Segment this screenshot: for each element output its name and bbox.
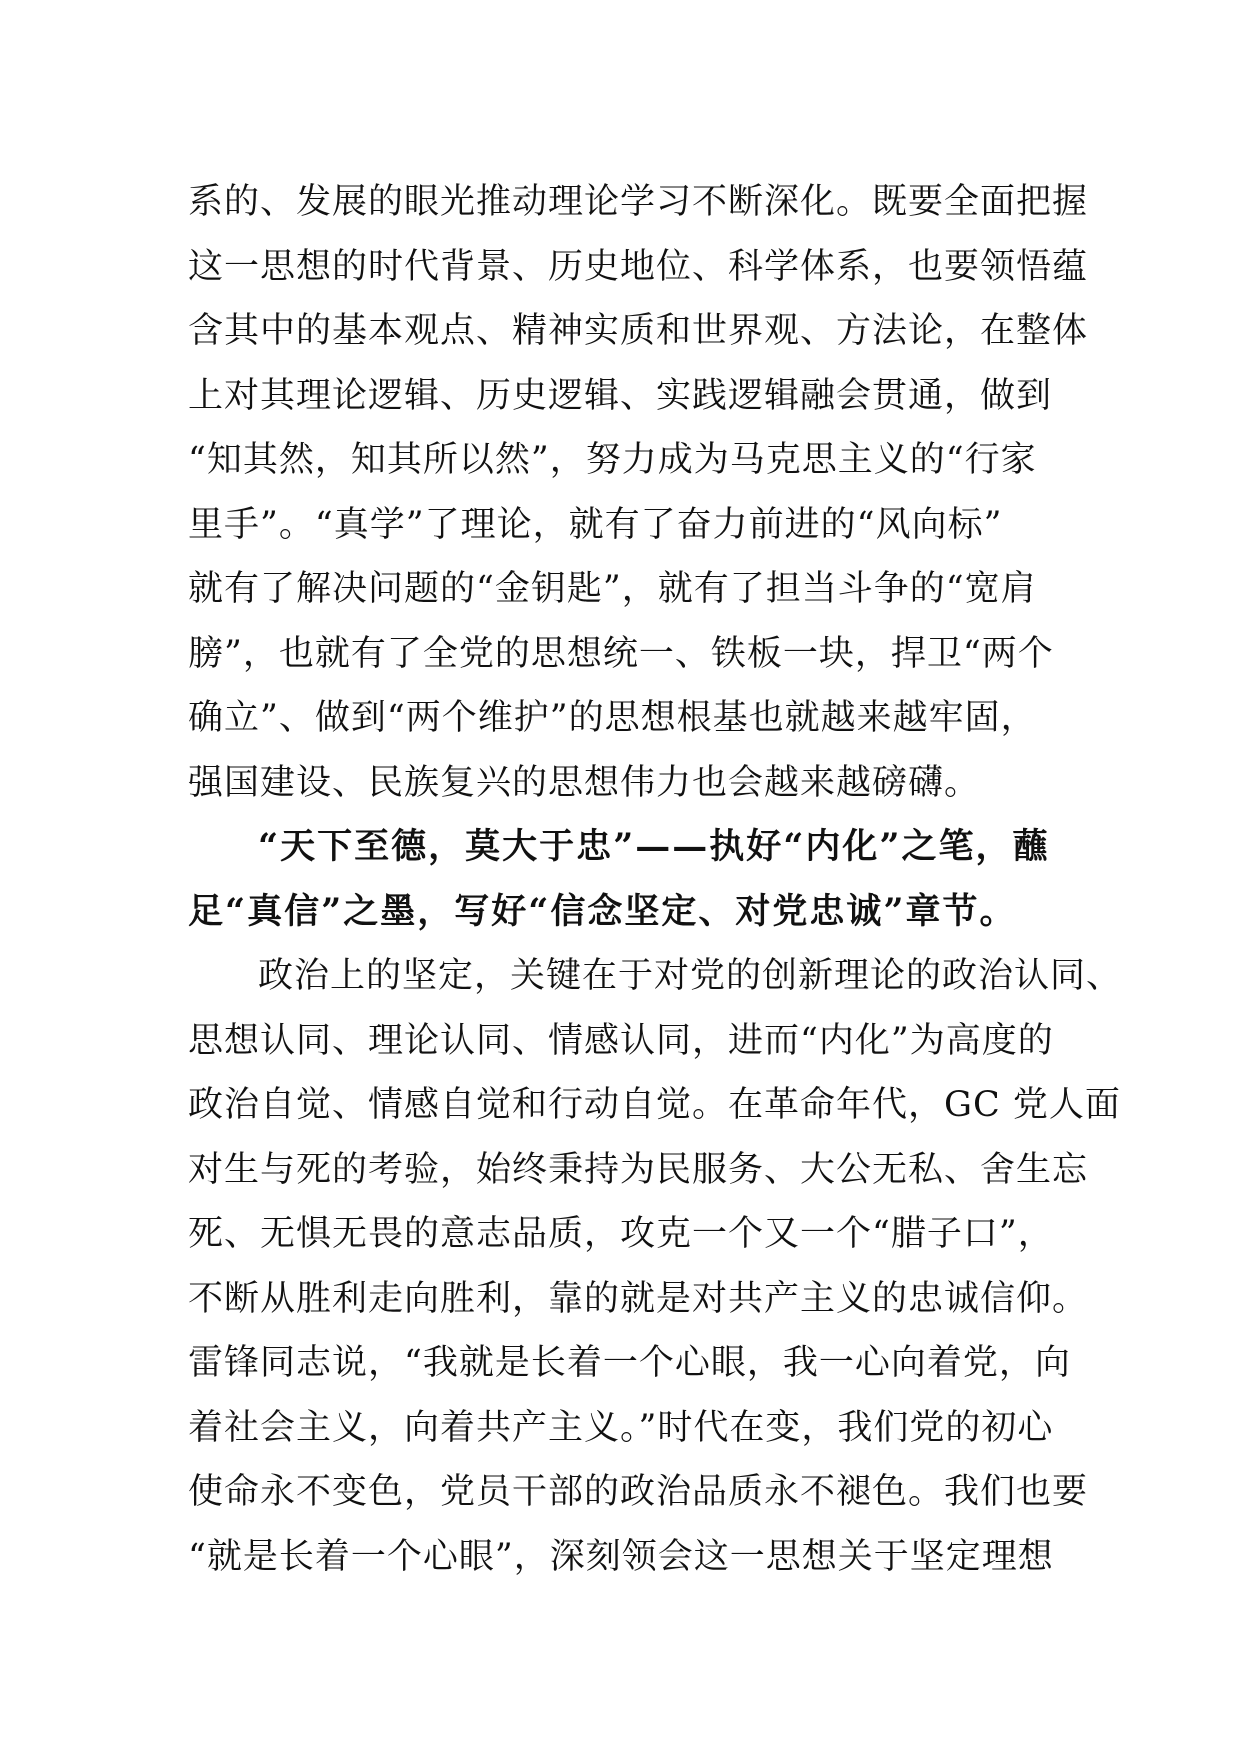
- text-line: 对生与死的考验，始终秉持为民服务、大公无私、舍生忘: [188, 1149, 1089, 1190]
- text-line: 强国建设、民族复兴的思想伟力也会越来越磅礴。: [188, 762, 981, 803]
- text-line: 雷锋同志说，“我就是长着一个心眼，我一心向着党，向: [188, 1343, 1071, 1383]
- section-heading-line: 足“真信”之墨，写好“信念坚定、对党忠诚”章节。: [188, 890, 1017, 932]
- text-line: 这一思想的时代背景、历史地位、科学体系，也要领悟蕴: [188, 246, 1089, 287]
- text-line: 政治自觉、情感自觉和行动自觉。在革命年代，GC 党人面: [188, 1085, 1121, 1125]
- text-line: 里手”。“真学”了理论，就有了奋力前进的“风向标”: [188, 504, 1003, 545]
- text-line: 上对其理论逻辑、历史逻辑、实践逻辑融会贯通，做到: [188, 375, 1053, 416]
- text-line: “知其然，知其所以然”，努力成为马克思主义的“行家: [188, 440, 1037, 480]
- text-line: 就有了解决问题的“金钥匙”，就有了担当斗争的“宽肩: [188, 569, 1037, 609]
- text-line: 政治上的坚定，关键在于对党的创新理论的政治认同、: [258, 956, 1123, 996]
- text-line: 膀”，也就有了全党的思想统一、铁板一块，捍卫“两个: [188, 633, 1054, 674]
- text-line: 死、无惧无畏的意志品质，攻克一个又一个“腊子口”，: [188, 1214, 1054, 1254]
- text-line: 思想认同、理论认同、情感认同，进而“内化”为高度的: [188, 1020, 1054, 1061]
- body-text: [188, 170, 1123, 1589]
- section-heading-line: “天下至德，莫大于忠”——执好“内化”之笔，蘸: [258, 826, 1050, 867]
- text-line: 使命永不变色，党员干部的政治品质永不褪色。我们也要: [188, 1472, 1089, 1512]
- text-line: 着社会主义，向着共产主义。”时代在变，我们党的初心: [188, 1407, 1054, 1448]
- text-line: “就是长着一个心眼”，深刻领会这一思想关于坚定理想: [188, 1536, 1054, 1577]
- text-line: 确立”、做到“两个维护”的思想根基也就越来越牢固，: [188, 698, 1037, 738]
- text-line: 不断从胜利走向胜利，靠的就是对共产主义的忠诚信仰。: [188, 1278, 1089, 1319]
- text-line: 系的、发展的眼光推动理论学习不断深化。既要全面把握: [188, 182, 1089, 222]
- text-line: 含其中的基本观点、精神实质和世界观、方法论，在整体: [188, 311, 1089, 351]
